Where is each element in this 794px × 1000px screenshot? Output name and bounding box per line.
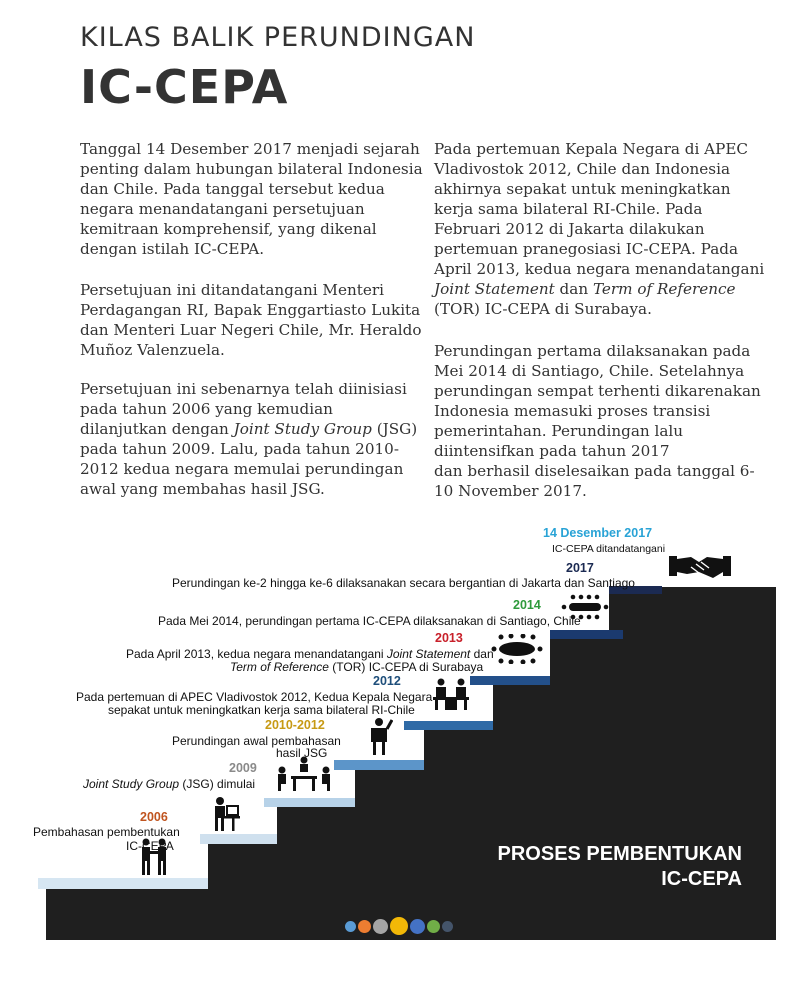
paragraph-left-2: Persetujuan ini ditandatangani Menteri Perdagangan RI, Bapak Enggartiasto Lukita dan Menteri Luar Negeri Chile, Mr. Heraldo Muñoz Valenzuela.: [80, 281, 422, 359]
meeting-group-icon: [275, 756, 333, 792]
banner-line2: IC-CEPA: [661, 868, 742, 890]
dot: [345, 921, 356, 932]
dot: [410, 919, 425, 934]
event-2010-line1: Perundingan awal pembahasan: [172, 734, 341, 748]
text-span: (JSG) pada tahun 2009. Lalu, pada tahun 2010- 2012 kedua negara memulai perundingan awal yang membahas hasil JSG.: [80, 420, 418, 498]
emphasis-text: Joint Study Group: [83, 777, 180, 791]
year-2006: [140, 810, 168, 824]
text-span: Persetujuan ini sebenarnya telah diinisiasi pada tahun 2006 yang kemudian dilanjutkan dengan: [80, 380, 407, 438]
decorative-dots: [345, 917, 455, 937]
step-2006: [38, 878, 208, 889]
final-event: IC-CEPA ditandatangani: [552, 543, 666, 555]
text-span: (TOR) IC-CEPA di Surabaya.: [434, 300, 652, 318]
step-2009: [200, 834, 277, 844]
year-2014: [513, 598, 541, 612]
year-2010-2012: [265, 718, 325, 732]
year-2017: [566, 561, 594, 575]
year-label: 2017: [566, 561, 594, 575]
year-label: 2013: [435, 631, 463, 645]
page-kicker: KILAS BALIK PERUNDINGAN: [80, 22, 476, 53]
text-span: Pada pertemuan Kepala Negara di APEC Vladivostok 2012, Chile dan Indonesia akhirnya sepakat untuk meningkatkan kerja sama bilateral RI-Chile. Pada Februari 2012 di Jakarta dilakukan pertemuan pranegosiasi IC-CEPA. Pada April 2013, kedua negara menandatangani: [434, 140, 765, 278]
event-2012-line1: Pada pertemuan di APEC Vladivostok 2012, Kedua Kepala Negara: [76, 690, 433, 704]
text-span: (JSG) dimulai: [179, 777, 256, 791]
dot: [390, 917, 408, 935]
event-2013-line1: [126, 647, 494, 661]
year-2012: [373, 674, 401, 688]
event-2013-line2: [230, 660, 483, 674]
year-label: 2009: [229, 761, 257, 775]
year-label: 2010-2012: [265, 718, 325, 732]
text-span: (TOR) IC-CEPA di Surabaya: [328, 660, 484, 674]
year-label: 2014: [513, 598, 541, 612]
dot: [427, 920, 440, 933]
event-2006-line1: Pembahasan pembentukan: [33, 825, 180, 839]
text-span: Pada April 2013, kedua negara menandatangani: [126, 647, 387, 661]
banner-line1: PROSES PEMBENTUKAN: [497, 843, 742, 865]
event-2012-line2: sepakat untuk meningkatkan kerja sama bilateral RI-Chile: [108, 703, 415, 717]
dot: [373, 919, 388, 934]
speaker-icon: [365, 716, 393, 756]
year-2013: [435, 631, 463, 645]
event-2009: [83, 777, 255, 791]
emphasis-text: Joint Statement: [386, 647, 471, 661]
text-span: dan: [554, 280, 593, 298]
paragraph-right-2: Perundingan pertama dilaksanakan pada Mei 2014 di Santiago, Chile. Setelahnya perundingan sempat terhenti dikarenakan Indonesia memasuki proses transisi pemerintahan. Perundingan lalu diintensifkan pada tahun 2017 dan berhasil diselesaikan pada tanggal 6- 10 November 2017.: [434, 342, 761, 500]
final-date-label: 14 Desember 2017: [543, 526, 653, 540]
paragraph-left-1: Tanggal 14 Desember 2017 menjadi sejarah penting dalam hubungan bilateral Indonesia dan Chile. Pada tanggal tersebut kedua negara menandatangani persetujuan kemitraan komprehensif, yang dikenal dengan istilah IC-CEPA.: [80, 140, 423, 258]
step-2010: [264, 798, 355, 807]
year-label: 2012: [373, 674, 401, 688]
step-2014: [550, 630, 623, 639]
text-span: dan: [470, 647, 494, 661]
emphasis-text: Term of Reference: [230, 660, 329, 674]
conference-table-icon: [491, 634, 543, 664]
dot: [358, 920, 371, 933]
year-label: 2006: [140, 810, 168, 824]
event-2014: Pada Mei 2014, perundingan pertama IC-CEPA dilaksanakan di Santiago, Chile: [158, 614, 581, 628]
emphasis-text: Joint Study Group: [233, 420, 372, 438]
step-2012b: [404, 721, 493, 730]
step-2013: [470, 676, 550, 685]
year-2009: [229, 761, 257, 775]
dot: [442, 921, 453, 932]
page-title: IC-CEPA: [80, 60, 289, 114]
timeline-banner: [430, 842, 742, 892]
emphasis-text: Term of Reference: [592, 280, 736, 298]
emphasis-text: Joint Statement: [434, 280, 555, 298]
person-laptop-icon: [210, 796, 242, 832]
final-date: [543, 526, 652, 540]
handshake-icon: [669, 550, 731, 582]
step-2012a: [334, 760, 424, 770]
event-2006-line2: IC-CEPA: [126, 839, 174, 853]
event-2017: Perundingan ke-2 hingga ke-6 dilaksanakan secara bergantian di Jakarta dan Santiago: [172, 576, 635, 590]
event-2010-line2: hasil JSG: [276, 746, 328, 760]
two-people-table-icon: [431, 678, 471, 710]
